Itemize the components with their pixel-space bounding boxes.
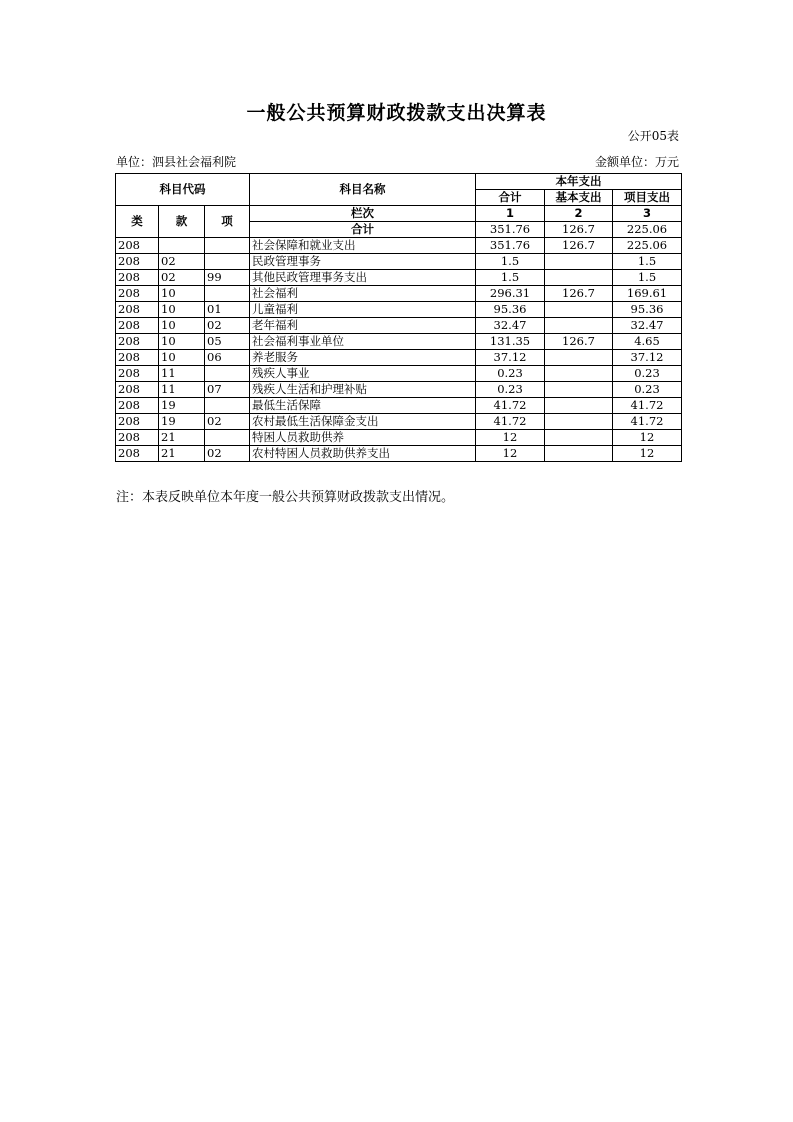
header-col-2: 2	[545, 206, 613, 222]
header-kuan: 款	[159, 206, 205, 238]
table-row	[116, 254, 682, 270]
table-row	[116, 414, 682, 430]
cell-xiang: 02	[205, 414, 250, 430]
cell-basic	[545, 382, 613, 398]
cell-kuan: 10	[159, 334, 205, 350]
cell-project: 32.47	[613, 318, 682, 334]
cell-basic	[545, 270, 613, 286]
cell-basic	[545, 398, 613, 414]
cell-name: 社会福利	[250, 286, 476, 302]
cell-kuan: 11	[159, 382, 205, 398]
cell-xiang: 07	[205, 382, 250, 398]
cell-total: 1.5	[476, 270, 545, 286]
cell-lei: 208	[116, 350, 159, 366]
cell-project: 12	[613, 446, 682, 462]
table-row	[116, 318, 682, 334]
cell-lei: 208	[116, 382, 159, 398]
cell-total: 296.31	[476, 286, 545, 302]
cell-name: 最低生活保障	[250, 398, 476, 414]
cell-xiang: 02	[205, 318, 250, 334]
cell-project: 41.72	[613, 414, 682, 430]
cell-basic: 126.7	[545, 334, 613, 350]
table-row	[116, 270, 682, 286]
cell-lei: 208	[116, 334, 159, 350]
header-row-1	[116, 174, 682, 190]
cell-basic	[545, 254, 613, 270]
cell-name: 民政管理事务	[250, 254, 476, 270]
cell-kuan: 19	[159, 414, 205, 430]
table-row	[116, 398, 682, 414]
table-row	[116, 302, 682, 318]
header-total: 合计	[476, 190, 545, 206]
cell-basic	[545, 446, 613, 462]
cell-basic	[545, 350, 613, 366]
cell-kuan	[159, 238, 205, 254]
cell-name: 儿童福利	[250, 302, 476, 318]
page-title: 一般公共预算财政拨款支出决算表	[246, 102, 547, 124]
summary-label: 合计	[250, 222, 476, 238]
cell-lei: 208	[116, 398, 159, 414]
cell-lei: 208	[116, 446, 159, 462]
cell-lei: 208	[116, 254, 159, 270]
cell-kuan: 21	[159, 446, 205, 462]
table-row	[116, 366, 682, 382]
cell-basic	[545, 414, 613, 430]
cell-xiang	[205, 430, 250, 446]
header-row-index: 栏次	[250, 206, 476, 222]
cell-total: 37.12	[476, 350, 545, 366]
cell-total: 12	[476, 446, 545, 462]
table-body	[116, 238, 682, 462]
cell-total: 95.36	[476, 302, 545, 318]
cell-name: 农村特困人员救助供养支出	[250, 446, 476, 462]
cell-project: 37.12	[613, 350, 682, 366]
cell-xiang	[205, 286, 250, 302]
cell-lei: 208	[116, 238, 159, 254]
cell-project: 0.23	[613, 382, 682, 398]
cell-lei: 208	[116, 430, 159, 446]
cell-total: 0.23	[476, 382, 545, 398]
cell-basic: 126.7	[545, 238, 613, 254]
cell-xiang: 99	[205, 270, 250, 286]
cell-lei: 208	[116, 366, 159, 382]
cell-total: 12	[476, 430, 545, 446]
cell-xiang: 02	[205, 446, 250, 462]
cell-basic	[545, 430, 613, 446]
cell-project: 95.36	[613, 302, 682, 318]
cell-xiang	[205, 238, 250, 254]
cell-basic	[545, 302, 613, 318]
cell-project: 12	[613, 430, 682, 446]
cell-total: 41.72	[476, 398, 545, 414]
cell-xiang	[205, 398, 250, 414]
cell-project: 41.72	[613, 398, 682, 414]
cell-kuan: 02	[159, 270, 205, 286]
header-subject-name: 科目名称	[250, 174, 476, 206]
cell-project: 0.23	[613, 366, 682, 382]
cell-lei: 208	[116, 270, 159, 286]
unit-label: 单位：泗县社会福利院	[116, 155, 237, 169]
cell-name: 其他民政管理事务支出	[250, 270, 476, 286]
cell-kuan: 10	[159, 302, 205, 318]
cell-kuan: 10	[159, 318, 205, 334]
summary-total: 351.76	[476, 222, 545, 238]
cell-name: 社会保障和就业支出	[250, 238, 476, 254]
cell-basic	[545, 366, 613, 382]
cell-project: 169.61	[613, 286, 682, 302]
header-row-3	[116, 206, 682, 222]
cell-kuan: 10	[159, 286, 205, 302]
summary-project: 225.06	[613, 222, 682, 238]
cell-lei: 208	[116, 414, 159, 430]
header-year-expenditure: 本年支出	[476, 174, 682, 190]
table-row	[116, 238, 682, 254]
cell-kuan: 11	[159, 366, 205, 382]
cell-total: 32.47	[476, 318, 545, 334]
cell-name: 特困人员救助供养	[250, 430, 476, 446]
cell-kuan: 19	[159, 398, 205, 414]
cell-lei: 208	[116, 286, 159, 302]
header-lei: 类	[116, 206, 159, 238]
cell-lei: 208	[116, 318, 159, 334]
cell-project: 225.06	[613, 238, 682, 254]
cell-name: 农村最低生活保障金支出	[250, 414, 476, 430]
cell-name: 残疾人事业	[250, 366, 476, 382]
cell-name: 老年福利	[250, 318, 476, 334]
cell-name: 残疾人生活和护理补贴	[250, 382, 476, 398]
table-row	[116, 334, 682, 350]
cell-name: 养老服务	[250, 350, 476, 366]
table-row	[116, 350, 682, 366]
cell-basic	[545, 318, 613, 334]
form-number: 公开05表	[627, 129, 679, 143]
header-code-group: 科目代码	[116, 174, 250, 206]
cell-basic: 126.7	[545, 286, 613, 302]
header-basic: 基本支出	[545, 190, 613, 206]
cell-xiang: 06	[205, 350, 250, 366]
cell-total: 41.72	[476, 414, 545, 430]
cell-kuan: 21	[159, 430, 205, 446]
cell-kuan: 10	[159, 350, 205, 366]
cell-project: 1.5	[613, 254, 682, 270]
header-col-3: 3	[613, 206, 682, 222]
cell-xiang: 01	[205, 302, 250, 318]
table-row	[116, 430, 682, 446]
header-col-1: 1	[476, 206, 545, 222]
expenditure-table	[115, 173, 682, 462]
cell-xiang	[205, 254, 250, 270]
cell-kuan: 02	[159, 254, 205, 270]
cell-total: 131.35	[476, 334, 545, 350]
cell-project: 1.5	[613, 270, 682, 286]
cell-total: 0.23	[476, 366, 545, 382]
table-row	[116, 286, 682, 302]
header-xiang: 项	[205, 206, 250, 238]
cell-lei: 208	[116, 302, 159, 318]
cell-xiang	[205, 366, 250, 382]
amount-unit-label: 金额单位：万元	[594, 155, 679, 169]
footnote: 注：本表反映单位本年度一般公共预算财政拨款支出情况。	[116, 490, 455, 505]
table-row	[116, 382, 682, 398]
cell-name: 社会福利事业单位	[250, 334, 476, 350]
cell-total: 351.76	[476, 238, 545, 254]
cell-xiang: 05	[205, 334, 250, 350]
table-row	[116, 446, 682, 462]
summary-basic: 126.7	[545, 222, 613, 238]
cell-project: 4.65	[613, 334, 682, 350]
header-project: 项目支出	[613, 190, 682, 206]
cell-total: 1.5	[476, 254, 545, 270]
